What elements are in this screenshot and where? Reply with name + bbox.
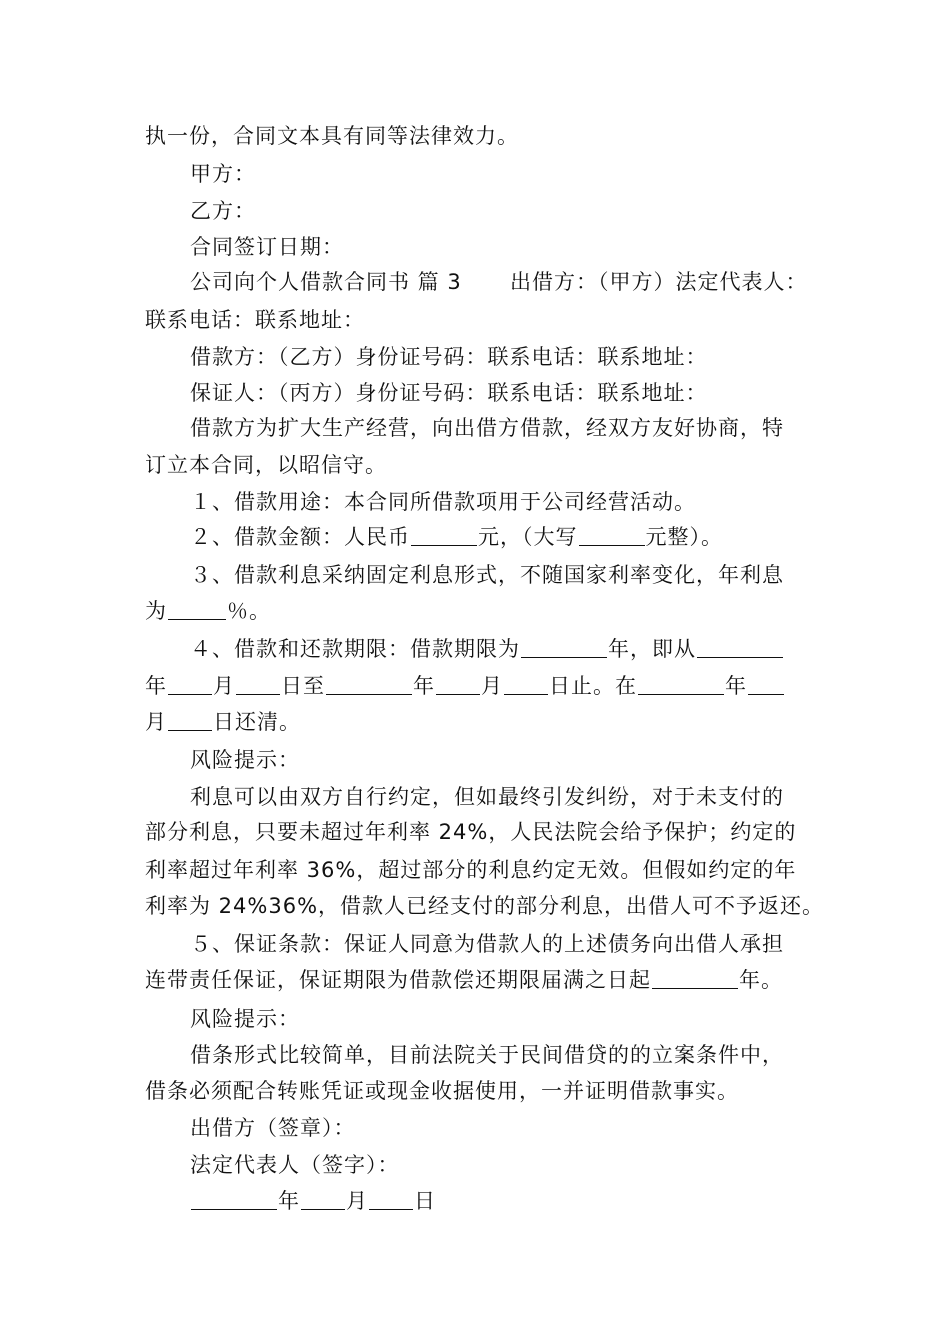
text-line: 保证人：（丙方）身份证号码：联系电话：联系地址： bbox=[190, 381, 708, 405]
text-line: 执一份，合同文本具有同等法律效力。 bbox=[145, 124, 519, 148]
blank-line bbox=[436, 672, 480, 695]
text-line: ５、保证条款：保证人同意为借款人的上述债务向出借人承担 bbox=[190, 932, 784, 956]
text-line: 连带责任保证，保证期限为借款偿还期限届满之日起 年。 bbox=[145, 968, 783, 992]
blank-line bbox=[369, 1187, 413, 1210]
blank-line bbox=[748, 672, 784, 695]
blank-line bbox=[326, 672, 412, 695]
text-line: ４、借款和还款期限：借款期限为 年，即从 bbox=[190, 634, 784, 664]
blank-line bbox=[168, 708, 212, 731]
text-line: 借款方为扩大生产经营，向出借方借款，经双方友好协商，特 bbox=[190, 416, 784, 440]
text-line: 借条必须配合转账凭证或现金收据使用，一并证明借款事实。 bbox=[145, 1079, 739, 1103]
blank-line bbox=[638, 672, 724, 695]
text-line: 甲方： bbox=[190, 162, 256, 186]
date-line: 年 月 日 bbox=[190, 1186, 436, 1216]
blank-line bbox=[168, 672, 212, 695]
text-line: 借条形式比较简单，目前法院关于民间借贷的的立案条件中， bbox=[190, 1043, 784, 1067]
text-line: 年 月 日至 年 月 日止。在 年 bbox=[145, 671, 785, 701]
text-line: １、借款用途：本合同所借款项用于公司经营活动。 bbox=[190, 490, 696, 514]
lender-signature-label: 出借方（签章）： bbox=[190, 1116, 356, 1140]
blank-line bbox=[697, 635, 783, 658]
text-line: 部分利息，只要未超过年利率 24%，人民法院会给予保护；约定的 bbox=[145, 820, 797, 844]
representative-signature-label: 法定代表人（签字）： bbox=[190, 1153, 400, 1177]
blank-line bbox=[191, 1187, 277, 1210]
risk-heading: 风险提示： bbox=[190, 748, 300, 772]
blank-line bbox=[301, 1187, 345, 1210]
text-line: 借款方：（乙方）身份证号码：联系电话：联系地址： bbox=[190, 345, 708, 369]
blank-line bbox=[168, 597, 226, 620]
text-line: ３、借款利息采纳固定利息形式，不随国家利率变化，年利息 bbox=[190, 563, 784, 587]
text-line: 订立本合同，以昭信守。 bbox=[145, 453, 387, 477]
text-line: ２、借款金额：人民币 元，（大写 元整）。 bbox=[190, 525, 723, 549]
text-line: 合同签订日期： bbox=[190, 235, 344, 259]
blank-line bbox=[411, 523, 477, 546]
text-line: 利息可以由双方自行约定，但如最终引发纠纷，对于未支付的 bbox=[190, 785, 784, 809]
text-line: 利率为 24%36%，借款人已经支付的部分利息，出借人可不予返还。 bbox=[145, 894, 825, 918]
text-line: 月 日还清。 bbox=[145, 710, 301, 734]
risk-heading: 风险提示： bbox=[190, 1007, 300, 1031]
text-line: 为 ％。 bbox=[145, 599, 271, 623]
blank-line bbox=[579, 523, 645, 546]
blank-line bbox=[504, 672, 548, 695]
text-line: 利率超过年利率 36%，超过部分的利息约定无效。但假如约定的年 bbox=[145, 858, 797, 882]
text-line: 乙方： bbox=[190, 199, 256, 223]
blank-line bbox=[521, 635, 607, 658]
text-line: 联系电话：联系地址： bbox=[145, 308, 365, 332]
contract-heading: 公司向个人借款合同书 篇 3 bbox=[190, 270, 462, 294]
blank-line bbox=[236, 672, 280, 695]
blank-line bbox=[652, 966, 738, 989]
text-line: 出借方：（甲方）法定代表人： bbox=[510, 270, 808, 294]
